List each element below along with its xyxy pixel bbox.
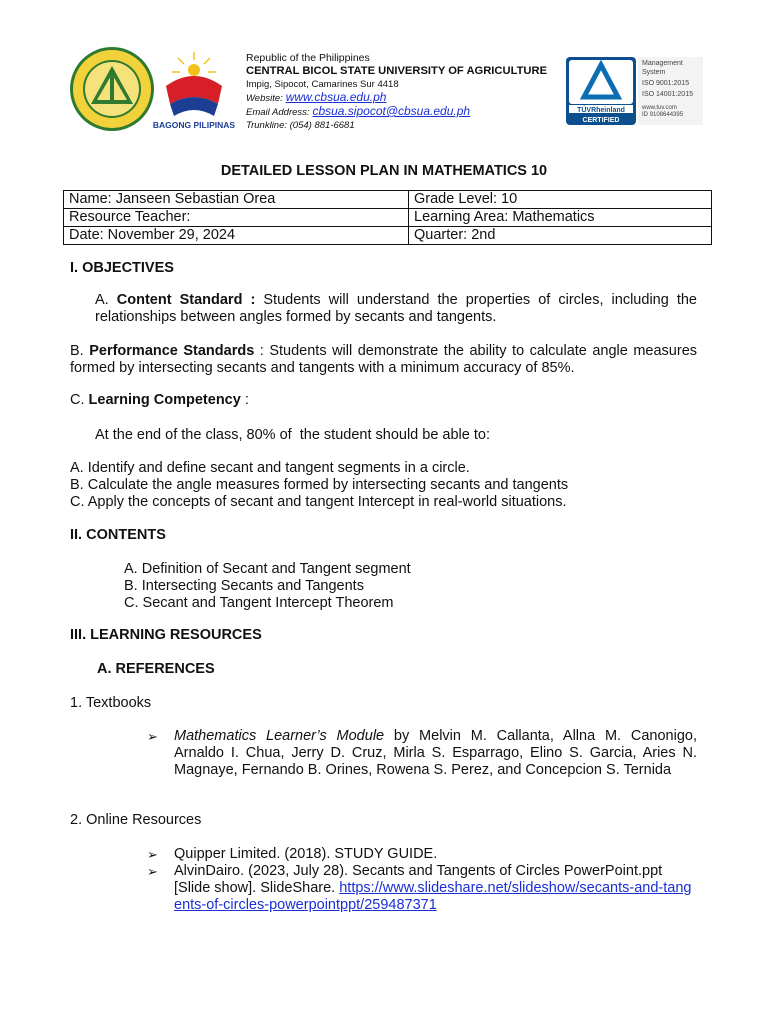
email-label: Email Address: (246, 107, 310, 118)
website-label: Website: (246, 93, 283, 104)
content-standard (95, 292, 697, 326)
table-cell: Name: Janseen Sebastian Orea (64, 191, 409, 209)
address-line: Impig, Sipocot, Camarines Sur 4418 (246, 79, 399, 90)
table-row (64, 227, 712, 245)
textbook-authors: by Melvin M. Callanta, Allna M. Canonigo, Arnaldo I. Chua, Jerry D. Cruz, Mirla S. Esparrago, Elino S. Garcia, Aries N. Magnaye, Fernando B. Orines, Rowena S. Perez, and Concepcion S. Ternida (174, 728, 697, 778)
table-row (64, 191, 712, 209)
online-resource-item (147, 863, 697, 914)
email-link[interactable]: cbsua.sipocot@cbsua.edu.ph (312, 104, 471, 118)
bagong-pilipinas-label: BAGONG PILIPINAS (152, 120, 236, 130)
list-item: A. Identify and define secant and tangent segments in a circle. (70, 460, 470, 476)
bullet-arrow-icon: ➢ (147, 729, 158, 744)
university-seal-logo (67, 46, 157, 132)
cert-line: System (642, 69, 666, 76)
certification-details (638, 57, 703, 125)
contents-heading: II. CONTENTS (70, 527, 166, 543)
item-prefix: C. (70, 392, 85, 408)
competency-list (70, 460, 568, 511)
learning-competency-colon: : (244, 392, 249, 408)
bullet-arrow-icon: ➢ (147, 847, 158, 862)
tuv-certified-text: CERTIFIED (582, 117, 620, 124)
list-item: C. Secant and Tangent Intercept Theorem (124, 595, 394, 611)
tuv-brand: TÜVRheinland (577, 107, 625, 114)
letterhead (246, 52, 547, 132)
bagong-pilipinas-logo (148, 46, 240, 130)
objectives-heading: I. OBJECTIVES (70, 260, 174, 276)
republic-line: Republic of the Philippines (246, 52, 370, 64)
table-row (64, 209, 712, 227)
references-heading: A. REFERENCES (97, 661, 215, 677)
list-item: A. Definition of Secant and Tangent segment (124, 561, 411, 577)
cert-line: ISO 9001:2015 (642, 80, 690, 87)
table-cell: Quarter: 2nd (409, 227, 712, 245)
slideshare-link[interactable]: https://www.slideshare.net/slideshow/secants-and-tangents-of-circles-powerpointppt/259487371 (174, 880, 692, 913)
textbook-reference (147, 728, 697, 779)
university-name: CENTRAL BICOL STATE UNIVERSITY OF AGRICULTURE (246, 65, 548, 77)
performance-standards-text: : Students will demonstrate the ability to calculate angle measures formed by intersecting secants and tangents with a minimum accuracy of 85%. (70, 343, 698, 376)
table-cell: Grade Level: 10 (409, 191, 712, 209)
content-standard-label: Content Standard : (116, 292, 256, 308)
list-item: B. Calculate the angle measures formed by intersecting secants and tangents (70, 477, 569, 493)
online-resource-text: AlvinDairo. (2023, July 28). Secants and Tangents of Circles PowerPoint.ppt [Slide show]. SlideShare. (174, 863, 663, 896)
document-title: DETAILED LESSON PLAN IN MATHEMATICS 10 (220, 163, 548, 179)
competency-intro: At the end of the class, 80% of the student should be able to: (95, 427, 490, 443)
learning-competency (70, 392, 249, 409)
cert-line: ISO 14001:2015 (642, 91, 693, 98)
online-resources-heading: 2. Online Resources (70, 812, 202, 828)
cert-line: ID 9108644395 (642, 112, 684, 118)
bullet-arrow-icon: ➢ (147, 864, 158, 879)
contents-list (124, 561, 411, 612)
performance-standards-label: Performance Standards (89, 343, 255, 359)
list-item: B. Intersecting Secants and Tangents (124, 578, 364, 594)
table-cell: Resource Teacher: (64, 209, 409, 227)
cert-line: www.tuv.com (642, 105, 677, 111)
cert-line: Management (642, 60, 683, 67)
item-prefix: B. (70, 343, 84, 359)
lesson-info-table (63, 190, 712, 245)
textbooks-heading: 1. Textbooks (70, 695, 152, 711)
table-cell: Date: November 29, 2024 (64, 227, 409, 245)
performance-standards (70, 343, 697, 377)
online-resource-text: Quipper Limited. (2018). STUDY GUIDE. (174, 846, 438, 862)
content-standard-text: Students will understand the properties of circles, including the relationships between angles formed by secants and tangents. (95, 292, 698, 325)
learning-resources-heading: III. LEARNING RESOURCES (70, 627, 262, 643)
learning-competency-label: Learning Competency (88, 392, 241, 408)
list-item: C. Apply the concepts of secant and tangent Intercept in real-world situations. (70, 494, 567, 510)
website-link[interactable]: www.cbsua.edu.ph (285, 90, 387, 104)
textbook-title: Mathematics Learner’s Module (174, 728, 385, 744)
table-cell: Learning Area: Mathematics (409, 209, 712, 227)
item-prefix: A. (95, 292, 109, 308)
tuv-certified-logo (566, 57, 636, 125)
online-resource-item (147, 846, 697, 863)
trunkline: Trunkline: (054) 881-6681 (246, 120, 355, 131)
